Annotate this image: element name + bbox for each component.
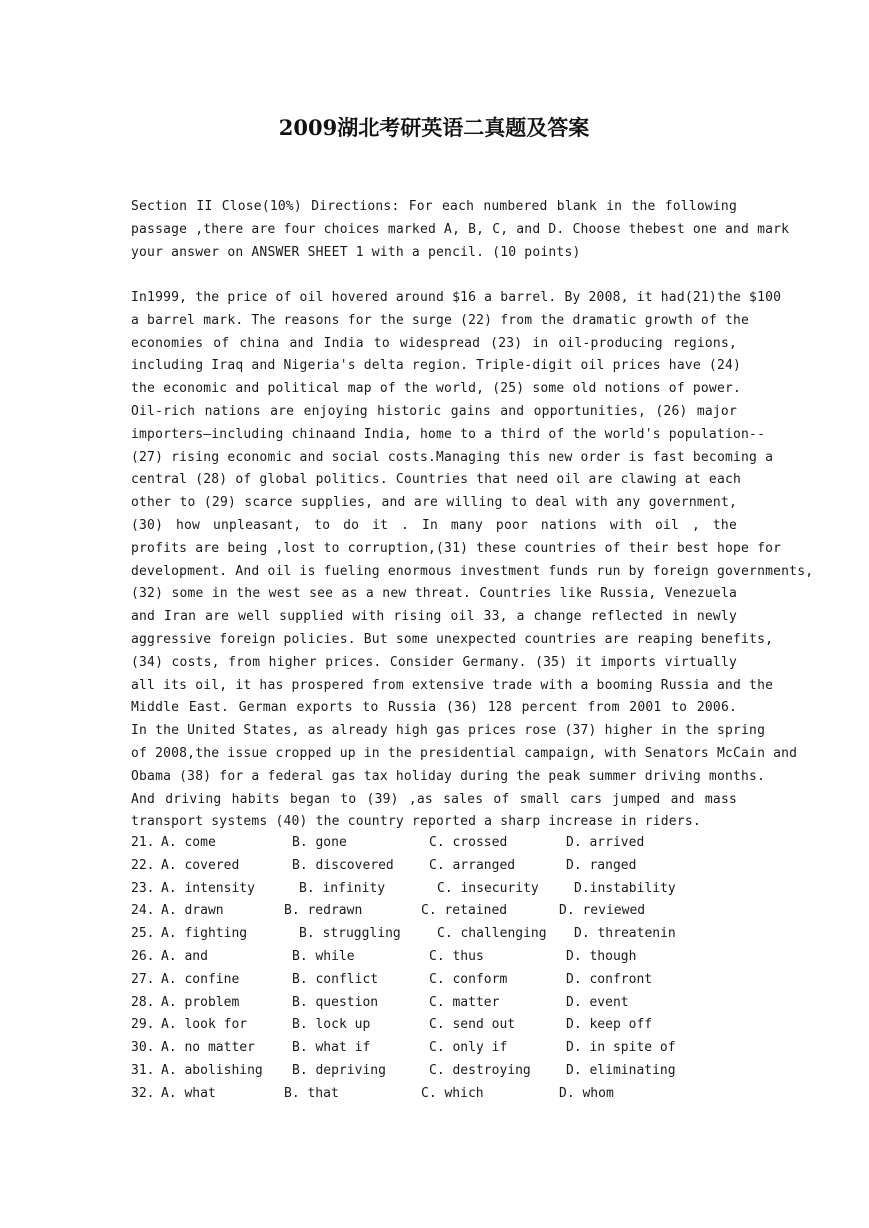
- passage-line: importers—including chinaand India, home to a third of the world's population--: [131, 426, 766, 442]
- question-number: 28.: [131, 994, 155, 1010]
- passage-line: transport systems (40) the country reported a sharp increase in riders.: [131, 814, 701, 830]
- passage-line: other to (29) scarce supplies, and are willing to deal with any government,: [131, 495, 737, 511]
- option-b: B. redrawn: [284, 903, 363, 919]
- option-b: B. while: [292, 948, 355, 964]
- option-b: B. gone: [292, 835, 347, 850]
- question-number: 32.: [131, 1085, 155, 1101]
- option-d: D. in spite of: [566, 1040, 676, 1056]
- option-b: B. question: [292, 994, 379, 1010]
- option-b: B. what if: [292, 1040, 371, 1056]
- directions-line: passage ,there are four choices marked A, B, C, and D. Choose thebest one and mark: [131, 221, 790, 237]
- option-c: C. destroying: [429, 1062, 531, 1078]
- question-26: [131, 946, 737, 969]
- question-22: [131, 855, 737, 878]
- option-a: A. look for: [161, 1017, 248, 1033]
- passage-line: including Iraq and Nigeria's delta region. Triple-digit oil prices have (24): [131, 358, 742, 374]
- section-directions: [131, 196, 790, 264]
- option-d: D. arrived: [566, 835, 645, 850]
- option-a: A. drawn: [161, 903, 224, 919]
- document-title: 2009湖北考研英语二真题及答案: [278, 115, 590, 140]
- option-c: C. send out: [429, 1017, 516, 1033]
- option-a: A. and: [161, 948, 208, 964]
- option-a: A. no matter: [161, 1040, 255, 1056]
- passage-line: the economic and political map of the world, (25) some old notions of power.: [131, 381, 742, 397]
- question-number: 25.: [131, 926, 155, 942]
- option-a: A. come: [161, 835, 216, 850]
- option-a: A. confine: [161, 971, 240, 987]
- question-23: [131, 878, 737, 901]
- passage-line: a barrel mark. The reasons for the surge (22) from the dramatic growth of the: [131, 312, 750, 328]
- passage-line: economies of china and India to widespread (23) in oil-producing regions,: [131, 335, 737, 351]
- directions-line: your answer on ANSWER SHEET 1 with a pencil. (10 points): [131, 244, 581, 260]
- passage-line: (30) how unpleasant, to do it . In many poor nations with oil , the: [131, 517, 737, 533]
- option-d: D. whom: [559, 1085, 614, 1101]
- question-number: 22.: [131, 857, 155, 873]
- option-c: C. conform: [429, 971, 508, 987]
- passage-line: central (28) of global politics. Countries that need oil are clawing at each: [131, 472, 742, 488]
- option-a: A. abolishing: [161, 1062, 263, 1078]
- passage-line: profits are being ,lost to corruption,(31) these countries of their best hope for: [131, 540, 782, 556]
- question-24: [131, 900, 737, 923]
- option-b: B. struggling: [299, 926, 401, 942]
- option-c: C. matter: [429, 994, 500, 1010]
- option-c: C. thus: [429, 948, 484, 964]
- passage-line: And driving habits began to (39) ,as sales of small cars jumped and mass: [131, 791, 737, 807]
- option-c: C. crossed: [429, 835, 508, 850]
- option-a: A. covered: [161, 857, 240, 873]
- passage-line: and Iran are well supplied with rising oil 33, a change reflected in newly: [131, 609, 737, 625]
- option-c: C. challenging: [437, 926, 547, 942]
- question-number: 31.: [131, 1062, 155, 1078]
- option-d: D. reviewed: [559, 903, 646, 919]
- passage-line: of 2008,the issue cropped up in the presidential campaign, with Senators McCain and: [131, 745, 798, 761]
- passage-line: Obama (38) for a federal gas tax holiday during the peak summer driving months.: [131, 768, 766, 784]
- passage-line: Oil-rich nations are enjoying historic gains and opportunities, (26) major: [131, 403, 737, 419]
- cloze-passage: [131, 287, 814, 834]
- question-29: [131, 1014, 737, 1037]
- passage-line: (27) rising economic and social costs.Managing this new order is fast becoming a: [131, 449, 774, 465]
- passage-line: all its oil, it has prospered from extensive trade with a booming Russia and the: [131, 677, 774, 693]
- question-30: [131, 1037, 737, 1060]
- passage-line: (32) some in the west see as a new threat. Countries like Russia, Venezuela: [131, 586, 737, 602]
- option-d: D.instability: [574, 880, 676, 896]
- option-b: B. infinity: [299, 880, 386, 896]
- question-number: 27.: [131, 971, 155, 987]
- option-a: A. fighting: [161, 926, 248, 942]
- question-31: [131, 1060, 737, 1083]
- option-d: D. ranged: [566, 857, 637, 873]
- option-b: B. lock up: [292, 1017, 371, 1033]
- question-number: 21.: [131, 835, 155, 850]
- question-list: [131, 832, 737, 1106]
- passage-line: development. And oil is fueling enormous investment funds run by foreign governments,: [131, 563, 814, 579]
- option-c: C. insecurity: [437, 880, 539, 896]
- option-b: B. that: [284, 1085, 339, 1101]
- question-27: [131, 969, 737, 992]
- question-number: 29.: [131, 1017, 155, 1033]
- question-28: [131, 992, 737, 1015]
- question-number: 30.: [131, 1040, 155, 1056]
- option-d: D. eliminating: [566, 1062, 676, 1078]
- option-b: B. conflict: [292, 971, 379, 987]
- option-c: C. arranged: [429, 857, 516, 873]
- passage-line: Middle East. German exports to Russia (36) 128 percent from 2001 to 2006.: [131, 700, 737, 716]
- passage-line: (34) costs, from higher prices. Consider Germany. (35) it imports virtually: [131, 654, 737, 670]
- question-number: 26.: [131, 948, 155, 964]
- question-32: [131, 1083, 737, 1106]
- option-a: A. intensity: [161, 880, 255, 896]
- passage-line: In the United States, as already high gas prices rose (37) higher in the spring: [131, 723, 766, 739]
- option-c: C. retained: [421, 903, 508, 919]
- question-number: 24.: [131, 903, 155, 919]
- option-c: C. which: [421, 1085, 484, 1101]
- option-d: D. keep off: [566, 1017, 653, 1033]
- option-b: B. depriving: [292, 1062, 386, 1078]
- option-d: D. confront: [566, 971, 653, 987]
- option-b: B. discovered: [292, 857, 394, 873]
- option-c: C. only if: [429, 1040, 508, 1056]
- option-a: A. problem: [161, 994, 240, 1010]
- question-number: 23.: [131, 880, 155, 896]
- question-25: [131, 923, 737, 946]
- question-21: [131, 832, 737, 855]
- passage-line: aggressive foreign policies. But some unexpected countries are reaping benefits,: [131, 631, 774, 647]
- option-d: D. event: [566, 994, 629, 1010]
- passage-line: In1999, the price of oil hovered around $16 a barrel. By 2008, it had(21)the $100: [131, 290, 782, 305]
- option-a: A. what: [161, 1085, 216, 1101]
- option-d: D. though: [566, 948, 637, 964]
- directions-line: Section II Close(10%) Directions: For each numbered blank in the following: [131, 199, 737, 214]
- option-d: D. threatenin: [574, 926, 676, 942]
